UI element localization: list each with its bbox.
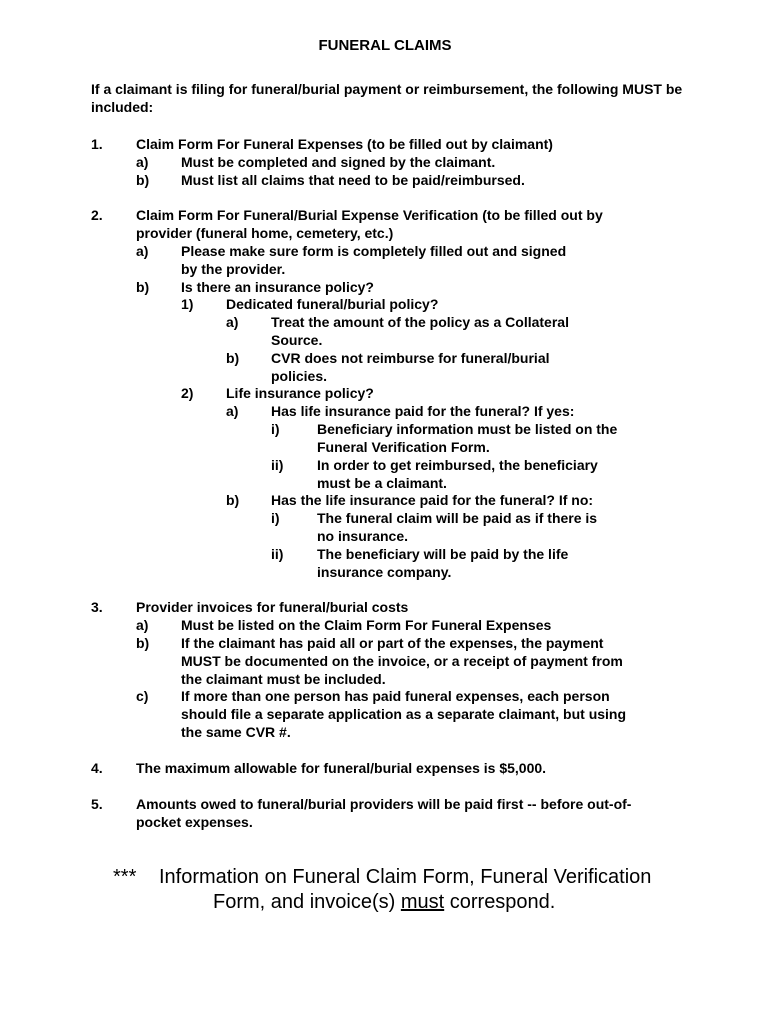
item-2b2b-ii-text-line1: The beneficiary will be paid by the life	[317, 546, 569, 562]
item-1a-label: a)	[136, 154, 149, 170]
item-2a-text-line1: Please make sure form is completely filled out and signed	[181, 243, 567, 259]
item-5-text-line2: pocket expenses.	[136, 814, 253, 830]
item-2b2b-i-text-line2: no insurance.	[317, 528, 409, 544]
item-3c-label: c)	[136, 688, 149, 704]
item-1-text: Claim Form For Funeral Expenses (to be filled out by claimant)	[136, 136, 553, 152]
footer-note-line2	[213, 890, 555, 915]
item-2b2b-label: b)	[226, 492, 240, 508]
item-2b1-label: 1)	[181, 296, 194, 312]
item-1a-text: Must be completed and signed by the claimant.	[181, 154, 496, 170]
item-4-text: The maximum allowable for funeral/burial expenses is $5,000.	[136, 760, 547, 776]
item-2b1b-label: b)	[226, 350, 240, 366]
item-2b2a-ii-label: ii)	[271, 457, 284, 473]
item-2-text-line1: Claim Form For Funeral/Burial Expense Verification (to be filled out by	[136, 207, 603, 223]
item-2a-text-line2: by the provider.	[181, 261, 286, 277]
item-5-text-line1: Amounts owed to funeral/burial providers will be paid first -- before out-of-	[136, 796, 632, 812]
item-3b-label: b)	[136, 635, 150, 651]
item-2b2a-ii-text-line2: must be a claimant.	[317, 475, 447, 491]
item-2b2a-i-label: i)	[271, 421, 280, 437]
item-2b2a-text: Has life insurance paid for the funeral? If yes:	[271, 403, 575, 419]
footer-note-line1	[113, 865, 651, 890]
item-3c-text-line1: If more than one person has paid funeral expenses, each person	[181, 688, 610, 704]
item-2b2-label: 2)	[181, 385, 194, 401]
footer-note-text1: Information on Funeral Claim Form, Funeral Verification	[159, 866, 652, 888]
item-4-number: 4.	[91, 760, 103, 776]
item-2b1a-label: a)	[226, 314, 239, 330]
item-3-number: 3.	[91, 599, 103, 615]
item-3b-text-line3: the claimant must be included.	[181, 671, 386, 687]
item-1-number: 1.	[91, 136, 103, 152]
item-2b2a-i-text-line2: Funeral Verification Form.	[317, 439, 490, 455]
item-2b-label: b)	[136, 279, 150, 295]
item-2b2a-i-text-line1: Beneficiary information must be listed on the	[317, 421, 618, 437]
item-3b-text-line2: MUST be documented on the invoice, or a receipt of payment from	[181, 653, 623, 669]
item-2b1b-text-line1: CVR does not reimburse for funeral/burial	[271, 350, 550, 366]
footer-note-emphasis: must	[400, 891, 445, 913]
item-2b1a-text-line1: Treat the amount of the policy as a Collateral	[271, 314, 569, 330]
item-2b2b-i-text-line1: The funeral claim will be paid as if there is	[317, 510, 598, 526]
item-2b2a-ii-text-line1: In order to get reimbursed, the beneficiary	[317, 457, 598, 473]
item-3a-text: Must be listed on the Claim Form For Funeral Expenses	[181, 617, 552, 633]
page-title: FUNERAL CLAIMS	[318, 37, 452, 54]
item-3b-text-line1: If the claimant has paid all or part of the expenses, the payment	[181, 635, 604, 651]
footer-note-text2-post: correspond.	[444, 891, 556, 913]
item-1b-label: b)	[136, 172, 150, 188]
item-2b2-text: Life insurance policy?	[226, 385, 374, 401]
item-2b2b-ii-text-line2: insurance company.	[317, 564, 452, 580]
item-3-text: Provider invoices for funeral/burial costs	[136, 599, 409, 615]
item-2b1b-text-line2: policies.	[271, 368, 328, 384]
item-2b2a-label: a)	[226, 403, 239, 419]
item-3c-text-line2: should file a separate application as a separate claimant, but using	[181, 706, 627, 722]
item-2b1-text: Dedicated funeral/burial policy?	[226, 296, 439, 312]
item-2a-label: a)	[136, 243, 149, 259]
item-2b-text: Is there an insurance policy?	[181, 279, 374, 295]
item-5-number: 5.	[91, 796, 103, 812]
item-2-number: 2.	[91, 207, 103, 223]
item-3c-text-line3: the same CVR #.	[181, 724, 291, 740]
intro-paragraph: If a claimant is filing for funeral/burial payment or reimbursement, the following MUST be included:	[91, 81, 683, 115]
item-1b-text: Must list all claims that need to be paid/reimbursed.	[181, 172, 525, 188]
footer-note-text2-pre: Form, and invoice(s)	[213, 891, 401, 913]
item-2b2b-text: Has the life insurance paid for the funeral? If no:	[271, 492, 594, 508]
item-2-text-line2: provider (funeral home, cemetery, etc.)	[136, 225, 394, 241]
item-3a-label: a)	[136, 617, 149, 633]
item-2b2b-i-label: i)	[271, 510, 280, 526]
item-2b2b-ii-label: ii)	[271, 546, 284, 562]
item-2b1a-text-line2: Source.	[271, 332, 323, 348]
footer-asterisks: ***	[113, 866, 137, 888]
